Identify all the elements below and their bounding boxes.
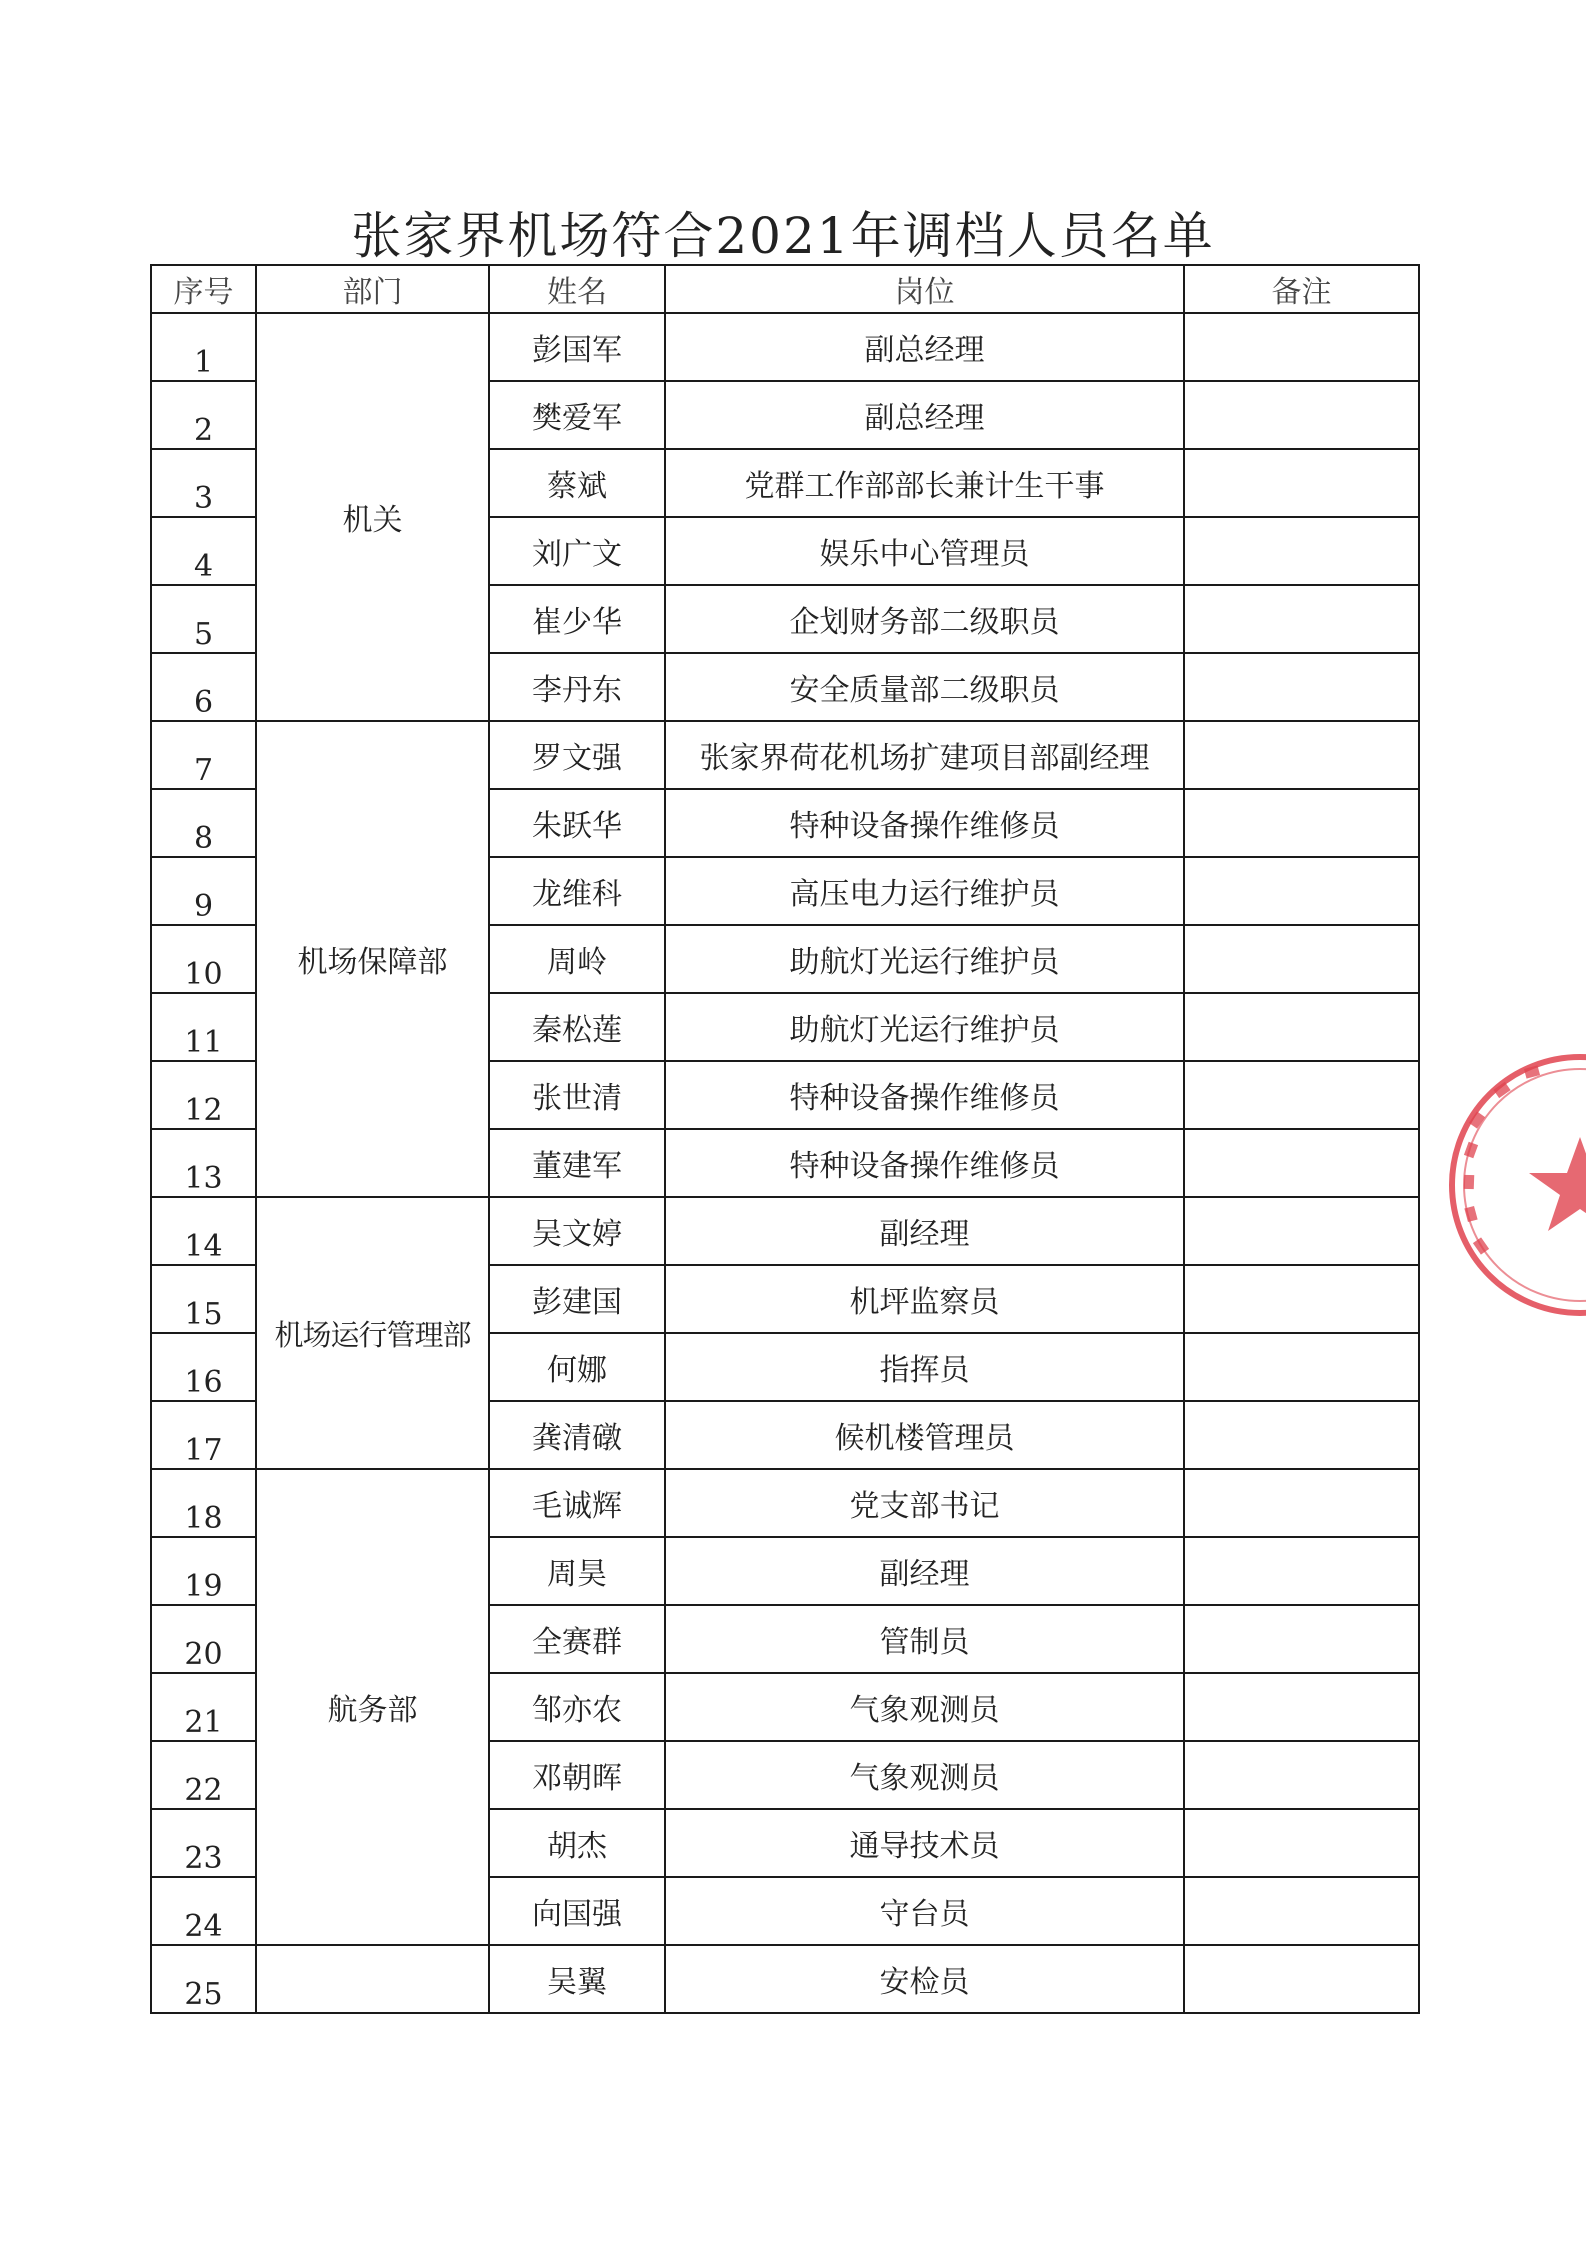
dept-cell: 航务部 xyxy=(256,1469,489,1945)
remark-cell xyxy=(1184,1129,1419,1197)
seq-cell: 14 xyxy=(151,1197,256,1265)
seq-cell: 21 xyxy=(151,1673,256,1741)
remark-cell xyxy=(1184,1469,1419,1537)
name-cell: 吴翼 xyxy=(489,1945,665,2013)
header-seq: 序号 xyxy=(151,265,256,313)
remark-cell xyxy=(1184,1537,1419,1605)
name-cell: 向国强 xyxy=(489,1877,665,1945)
name-cell: 蔡斌 xyxy=(489,449,665,517)
seal-star-icon xyxy=(1529,1137,1586,1231)
post-cell: 通导技术员 xyxy=(665,1809,1184,1877)
table-row xyxy=(151,313,1419,381)
name-cell: 全赛群 xyxy=(489,1605,665,1673)
remark-cell xyxy=(1184,721,1419,789)
remark-cell xyxy=(1184,1197,1419,1265)
post-cell: 企划财务部二级职员 xyxy=(665,585,1184,653)
dept-cell xyxy=(256,1945,489,2013)
name-cell: 樊爱军 xyxy=(489,381,665,449)
seq-cell: 20 xyxy=(151,1605,256,1673)
seq-cell: 12 xyxy=(151,1061,256,1129)
post-cell: 张家界荷花机场扩建项目部副经理 xyxy=(665,721,1184,789)
remark-cell xyxy=(1184,1673,1419,1741)
remark-cell xyxy=(1184,857,1419,925)
post-cell: 机坪监察员 xyxy=(665,1265,1184,1333)
seq-cell: 5 xyxy=(151,585,256,653)
seq-cell: 10 xyxy=(151,925,256,993)
table-body xyxy=(151,313,1419,2013)
header-name: 姓名 xyxy=(489,265,665,313)
remark-cell xyxy=(1184,1401,1419,1469)
post-cell: 候机楼管理员 xyxy=(665,1401,1184,1469)
remark-cell xyxy=(1184,381,1419,449)
post-cell: 副总经理 xyxy=(665,381,1184,449)
name-cell: 龙维科 xyxy=(489,857,665,925)
table-header xyxy=(151,265,1419,313)
seq-cell: 19 xyxy=(151,1537,256,1605)
table-row xyxy=(151,1469,1419,1537)
name-cell: 邓朝晖 xyxy=(489,1741,665,1809)
seq-cell: 1 xyxy=(151,313,256,381)
name-cell: 彭建国 xyxy=(489,1265,665,1333)
table-row xyxy=(151,1945,1419,2013)
post-cell: 高压电力运行维护员 xyxy=(665,857,1184,925)
seq-cell: 11 xyxy=(151,993,256,1061)
name-cell: 周岭 xyxy=(489,925,665,993)
name-cell: 周昊 xyxy=(489,1537,665,1605)
post-cell: 安全质量部二级职员 xyxy=(665,653,1184,721)
seq-cell: 24 xyxy=(151,1877,256,1945)
name-cell: 朱跃华 xyxy=(489,789,665,857)
seq-cell: 4 xyxy=(151,517,256,585)
seq-cell: 7 xyxy=(151,721,256,789)
name-cell: 毛诚辉 xyxy=(489,1469,665,1537)
table-row xyxy=(151,1197,1419,1265)
header-row xyxy=(151,265,1419,313)
name-cell: 何娜 xyxy=(489,1333,665,1401)
name-cell: 张世清 xyxy=(489,1061,665,1129)
name-cell: 胡杰 xyxy=(489,1809,665,1877)
remark-cell xyxy=(1184,517,1419,585)
remark-cell xyxy=(1184,925,1419,993)
remark-cell xyxy=(1184,1809,1419,1877)
remark-cell xyxy=(1184,1877,1419,1945)
name-cell: 彭国军 xyxy=(489,313,665,381)
remark-cell xyxy=(1184,449,1419,517)
name-cell: 罗文强 xyxy=(489,721,665,789)
remark-cell xyxy=(1184,1061,1419,1129)
name-cell: 刘广文 xyxy=(489,517,665,585)
seq-cell: 22 xyxy=(151,1741,256,1809)
header-dept: 部门 xyxy=(256,265,489,313)
post-cell: 党支部书记 xyxy=(665,1469,1184,1537)
seq-cell: 2 xyxy=(151,381,256,449)
post-cell: 管制员 xyxy=(665,1605,1184,1673)
document-title: 张家界机场符合2021年调档人员名单 xyxy=(351,207,1215,265)
seq-cell: 9 xyxy=(151,857,256,925)
remark-cell xyxy=(1184,789,1419,857)
remark-cell xyxy=(1184,1605,1419,1673)
post-cell: 特种设备操作维修员 xyxy=(665,1129,1184,1197)
dept-cell: 机场保障部 xyxy=(256,721,489,1197)
remark-cell xyxy=(1184,313,1419,381)
post-cell: 副经理 xyxy=(665,1197,1184,1265)
post-cell: 守台员 xyxy=(665,1877,1184,1945)
header-remark: 备注 xyxy=(1184,265,1419,313)
dept-cell: 机场运行管理部 xyxy=(256,1197,489,1469)
table-row xyxy=(151,721,1419,789)
roster-table xyxy=(150,264,1420,2014)
seq-cell: 17 xyxy=(151,1401,256,1469)
remark-cell xyxy=(1184,653,1419,721)
remark-cell xyxy=(1184,993,1419,1061)
seq-cell: 8 xyxy=(151,789,256,857)
seq-cell: 25 xyxy=(151,1945,256,2013)
name-cell: 龚清礅 xyxy=(489,1401,665,1469)
remark-cell xyxy=(1184,1741,1419,1809)
post-cell: 副经理 xyxy=(665,1537,1184,1605)
seq-cell: 16 xyxy=(151,1333,256,1401)
seq-cell: 15 xyxy=(151,1265,256,1333)
remark-cell xyxy=(1184,585,1419,653)
name-cell: 崔少华 xyxy=(489,585,665,653)
post-cell: 娱乐中心管理员 xyxy=(665,517,1184,585)
seq-cell: 6 xyxy=(151,653,256,721)
remark-cell xyxy=(1184,1265,1419,1333)
post-cell: 指挥员 xyxy=(665,1333,1184,1401)
name-cell: 邹亦农 xyxy=(489,1673,665,1741)
dept-cell: 机关 xyxy=(256,313,489,721)
name-cell: 李丹东 xyxy=(489,653,665,721)
company-seal xyxy=(1440,1045,1586,1325)
post-cell: 特种设备操作维修员 xyxy=(665,789,1184,857)
post-cell: 安检员 xyxy=(665,1945,1184,2013)
post-cell: 特种设备操作维修员 xyxy=(665,1061,1184,1129)
remark-cell xyxy=(1184,1333,1419,1401)
post-cell: 气象观测员 xyxy=(665,1673,1184,1741)
seq-cell: 23 xyxy=(151,1809,256,1877)
name-cell: 秦松莲 xyxy=(489,993,665,1061)
name-cell: 董建军 xyxy=(489,1129,665,1197)
post-cell: 副总经理 xyxy=(665,313,1184,381)
seq-cell: 13 xyxy=(151,1129,256,1197)
name-cell: 吴文婷 xyxy=(489,1197,665,1265)
post-cell: 党群工作部部长兼计生干事 xyxy=(665,449,1184,517)
header-post: 岗位 xyxy=(665,265,1184,313)
remark-cell xyxy=(1184,1945,1419,2013)
seq-cell: 18 xyxy=(151,1469,256,1537)
seq-cell: 3 xyxy=(151,449,256,517)
post-cell: 气象观测员 xyxy=(665,1741,1184,1809)
post-cell: 助航灯光运行维护员 xyxy=(665,925,1184,993)
post-cell: 助航灯光运行维护员 xyxy=(665,993,1184,1061)
